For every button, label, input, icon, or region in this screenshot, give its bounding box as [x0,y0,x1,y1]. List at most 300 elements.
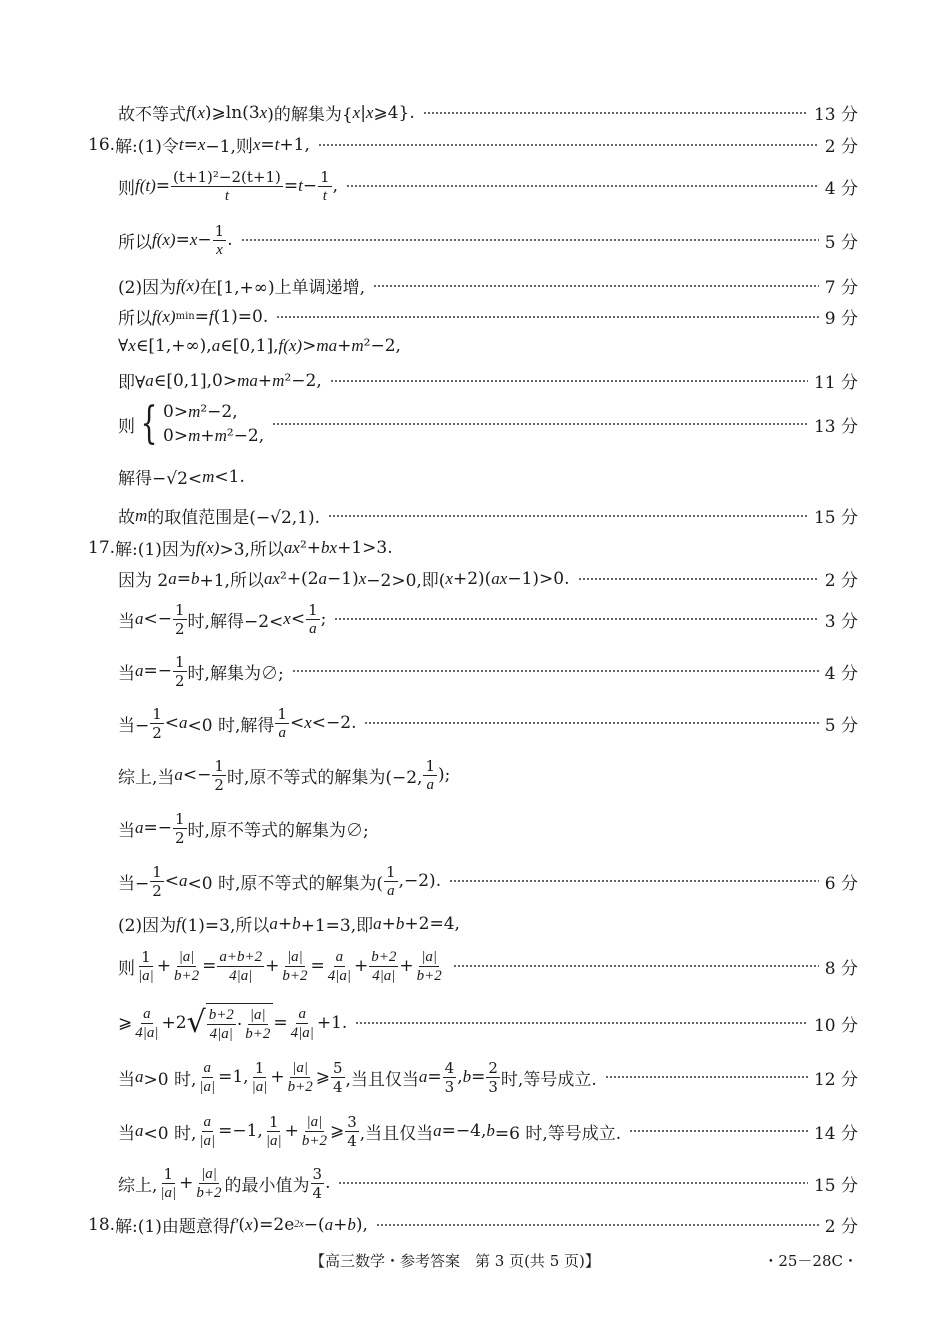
numerator: 1 [175,652,185,671]
text: − [302,176,318,196]
math: a [135,609,144,628]
numerator: 3 [312,1164,323,1183]
denominator: b+2 [196,1184,222,1201]
math: m [214,426,227,445]
text: ⩾ [315,1067,330,1087]
score: 10 分 [813,1015,858,1036]
text: ⩾ [118,1013,133,1033]
denominator: 4|a| [229,967,253,984]
text: 因为 2 [118,571,169,591]
dot-leader [355,1022,808,1024]
line-case-a-lt [118,598,858,640]
denominator: b+2 [282,967,308,984]
text: + [333,1214,348,1235]
score: 4 分 [824,663,858,684]
math: a [318,568,328,588]
fraction [173,810,187,847]
text: 时,等号成立. [500,1069,597,1090]
numerator: 1 [152,704,162,723]
text: (2)因为 [118,278,177,298]
dot-leader [364,722,818,724]
text: =1, [218,1067,249,1087]
line-content [118,566,570,591]
math: f(x) [278,336,303,355]
line-inequality-system [118,398,858,450]
fraction [280,948,309,985]
text: · [236,1014,243,1035]
fraction [331,1059,345,1096]
text: 所以 [118,232,152,253]
dot-leader [338,1182,807,1184]
denominator: |a| [199,1078,216,1095]
math: x [128,336,136,355]
denominator: b+2 [174,967,200,984]
line-forall-x [118,336,858,356]
line-min-value-conclusion [118,1162,858,1204]
line-content [118,100,415,125]
fraction [423,757,437,794]
text: <1. [214,466,245,487]
text: ²−2, [200,402,238,422]
numerator: 1 [254,1058,265,1077]
score: 8 分 [824,958,858,979]
dot-leader [373,285,819,287]
text: )=2e [252,1214,295,1235]
score: 11 分 [813,373,858,393]
math: x [445,568,453,588]
dot-leader [449,880,819,882]
line-content [118,1003,347,1043]
fraction [171,168,283,205]
score: 5 分 [824,715,858,736]
dot-leader [276,316,819,318]
text: <0 时,原不等式的解集为( [187,873,384,894]
text: 当 [118,1123,135,1144]
text: 所以 [118,309,152,329]
math: a [324,1214,334,1234]
text: + [179,1173,194,1193]
dot-leader [346,185,819,187]
denominator: 2 [175,619,185,638]
dot-leader [423,112,808,114]
fraction [150,705,164,742]
text: =− [143,661,172,681]
text: ,当且仅当 [345,1069,419,1090]
text: ), [355,1214,368,1235]
text: ²−2, [363,336,401,356]
denominator: 4 [312,1183,323,1202]
text: ; [320,609,327,629]
line-content [118,810,369,847]
math: a [145,370,154,390]
text: 解得−√2< [118,469,203,489]
line-am-gm [118,1000,858,1046]
line-m-range [118,503,858,528]
denominator: 3 [444,1077,455,1096]
fraction [173,601,187,638]
math: a [135,1067,144,1086]
math: a [179,871,188,890]
line-content [88,535,393,560]
text: )的解集为{ [267,105,353,125]
numerator: a [298,1005,306,1022]
dot-leader [241,239,819,241]
fraction [197,1059,217,1096]
math: m [188,426,201,445]
text: 0> [163,402,189,422]
denominator: 2 [152,723,162,742]
fraction [250,1059,270,1096]
text: . [325,1173,331,1193]
denominator: b+2 [416,967,442,984]
score: 6 分 [824,873,858,894]
math: x [358,568,367,588]
line-case-a-between [118,702,858,744]
text: − [197,230,212,250]
text: . [227,230,233,250]
text: = [427,1067,442,1087]
math: b [486,1121,495,1140]
line-monotonic [118,273,858,298]
text: + [399,956,414,976]
numerator: |a| [421,948,438,965]
numerator: 1 [268,1112,279,1131]
line-content [118,863,441,900]
denominator: a [387,882,395,899]
text: )⩾ln(3 [204,102,260,123]
numerator: 1 [386,862,396,881]
text: 解:(1)因为 [115,540,196,560]
score: 15 分 [813,1175,858,1196]
text: + [156,956,171,976]
math: x [197,102,205,122]
fraction [486,1059,500,1096]
math: ma [237,370,258,390]
text: >0 时, [143,1069,197,1090]
text: ²+ [299,537,322,558]
text: , [332,176,339,196]
problem-number: 18. [88,1214,116,1235]
math: f [186,102,191,122]
text: 当− [118,873,150,894]
math: t [274,134,280,154]
text: 时,原不等式的解集为∅; [187,820,369,841]
fraction [275,705,289,742]
line-13pts-solution-set [118,100,858,125]
line-content [118,336,401,356]
numerator: 1 [425,756,435,775]
denominator: t [322,187,327,204]
score: 14 分 [813,1123,858,1144]
dot-leader [330,380,808,382]
text: ⩾4}. [373,102,415,123]
denominator: a [278,724,286,741]
numerator: 1 [308,600,318,619]
math: m [202,466,215,486]
numerator: 5 [332,1058,343,1077]
denominator: 2 [214,775,224,794]
text: ⩾ [329,1121,345,1141]
text: (1)=3,所以 [180,916,270,936]
line-forall-a [118,368,858,393]
brace-system [135,400,264,448]
numerator: |a| [287,948,303,965]
numerator: a [203,1113,211,1130]
left-brace-icon: { [140,398,158,449]
score: 2 分 [824,137,858,157]
math: f(x) [176,275,200,295]
text: −( [303,1214,325,1235]
math: b [395,913,405,933]
text: = [183,134,198,155]
numerator: a [335,948,344,965]
system-row-1 [163,400,264,424]
text: 则 [118,178,135,199]
line-summary-3 [118,860,858,902]
fraction [300,1113,329,1150]
math: a [418,1067,428,1086]
math: f(x) [152,306,176,326]
math: b [292,913,301,933]
line-content [118,222,233,259]
score: 15 分 [813,508,858,528]
fraction [133,1005,160,1042]
text: = [471,1067,486,1087]
text: + [354,956,369,976]
superscript: 2x [294,1219,304,1230]
math: ax [283,537,300,557]
text: > [302,336,317,356]
numerator: (t+1)²−2(t+1) [173,167,281,186]
text: + [284,1121,299,1141]
text: >3,所以 [219,540,284,560]
text: =− [143,818,172,838]
fraction [150,863,164,900]
score: 2 分 [824,571,858,591]
math: a [135,818,144,837]
line-content [118,273,365,298]
score: 5 分 [824,232,858,253]
text: | [360,102,366,123]
math: t [178,134,184,154]
text: < [290,609,306,629]
text: = [202,956,217,976]
denominator: |a| [199,1132,216,1149]
numerator: 1 [214,221,225,240]
fraction [306,601,320,638]
numerator: 1 [175,600,185,619]
math: x [197,134,206,154]
text: +2)( [452,568,492,589]
fraction [194,1165,223,1202]
line-summary-2 [118,807,858,849]
dot-leader [328,515,808,517]
math: x [352,102,361,122]
fraction [345,1113,359,1150]
math: b [190,568,200,588]
math: a [135,1121,144,1140]
line-part2-start [118,911,858,936]
fraction [172,948,201,985]
text: = [260,134,275,155]
math: ma [316,336,338,355]
line-content [118,368,322,393]
numerator: b+2 [208,1007,234,1023]
denominator: b+2 [287,1078,313,1095]
text: 综上, [118,1175,158,1196]
footer-code: ・25－28C・ [763,1252,858,1270]
text: 0> [163,426,189,446]
text: −1,则 [205,137,253,157]
denominator: a [426,776,434,793]
text: + [200,426,215,446]
footer-title: 【高三数学・参考答案 第 3 页(共 5 页)】 [310,1252,600,1270]
fraction [136,948,156,985]
fraction [243,1006,272,1043]
text: < [164,713,180,733]
math: b [462,1067,472,1086]
text: 解:(1)令 [115,137,179,157]
denominator: 2 [175,828,185,847]
math: a [211,336,221,355]
numerator: a [203,1059,211,1076]
problem-number: 16. [88,134,116,155]
math: f′ [229,1214,239,1234]
line-content [118,948,445,985]
math: x [244,1214,253,1234]
math: m [135,505,148,525]
line-content [88,1212,368,1237]
math: f [208,306,214,326]
text: +2 [161,1013,187,1033]
math: a [174,765,183,784]
fraction [415,948,444,985]
text: + [257,370,273,391]
text: 当 [118,1069,135,1090]
denominator: 4|a| [372,967,396,984]
dot-leader [578,578,819,580]
dot-leader [453,965,819,967]
line-content [118,705,356,742]
score: 9 分 [824,309,858,329]
math: x [259,102,268,122]
score: 13 分 [813,105,858,125]
text: + [381,913,396,934]
line-case-a-negative [118,1110,858,1152]
numerator: 1 [320,167,330,186]
text: 则 [118,958,135,979]
denominator: 4 [347,1131,357,1150]
line-min-value [118,304,858,329]
denominator: 4|a| [290,1024,314,1041]
score: 12 分 [813,1069,858,1090]
problem-number: 17. [88,537,116,558]
text: ²−2, [284,370,322,391]
math: a [433,1121,442,1140]
line-content [118,503,320,528]
score: 3 分 [824,611,858,632]
dot-leader [292,670,819,672]
math: x [304,713,312,732]
line-content [118,304,268,329]
text: 即∀ [118,373,146,393]
fraction [207,1006,236,1043]
text: 则 [118,416,135,437]
text: +2=4, [404,913,460,934]
line-case-a-eq [118,650,858,692]
line-content [118,1113,621,1150]
text: +1,所以 [199,571,264,591]
math: a [179,713,188,732]
text: ( [190,102,198,123]
math: bx [321,537,338,557]
numerator: 1 [163,1164,174,1183]
text: (2)因为 [118,916,177,936]
text: +1>3. [337,537,393,558]
numerator: |a| [201,1165,217,1182]
fraction [197,1113,217,1150]
math: a [373,913,382,933]
line-content [118,464,245,489]
score: 7 分 [824,278,858,298]
math: ax [491,568,508,588]
line-expression-expand [118,945,858,987]
problem-18-heading [88,1212,858,1237]
text: ∀ [118,336,129,356]
text: ( [238,1214,245,1235]
text: 当− [118,715,150,736]
line-content [118,168,338,205]
text: 故 [118,508,135,528]
line-content [118,601,326,638]
denominator: |a| [160,1184,177,1201]
fraction [326,948,353,985]
text: ,−2). [398,871,442,891]
math: f [176,913,181,933]
math: m [188,402,201,421]
dot-leader [318,144,819,146]
text: ²−2, [226,426,265,446]
text: −2>0,即( [366,571,446,591]
fraction [264,1113,284,1150]
text: 综上,当 [118,767,175,788]
score: 13 分 [813,416,858,437]
radical-sign-icon: √ [186,1005,206,1040]
text: ∈[0,1],0> [153,370,238,391]
line-factor [118,566,858,591]
text: + [270,1067,285,1087]
fraction [318,168,332,205]
score: 2 分 [824,1217,858,1237]
denominator: t [224,187,230,204]
numerator: 1 [277,704,287,723]
line-case-a-positive [118,1056,858,1098]
line-content [118,757,450,794]
math: m [272,370,285,390]
numerator: |a| [306,1113,323,1130]
dot-leader [334,618,818,620]
numerator: |a| [178,948,195,965]
text: +1, [279,134,310,155]
text: 的取值范围是(−√2,1). [147,508,321,528]
numerator: 2 [488,1058,498,1077]
text: 解:(1)由题意得 [115,1217,230,1237]
fraction [369,948,398,985]
text: <−2. [311,713,357,733]
fraction [158,1165,178,1202]
math: f(t) [135,176,156,195]
text: ²+(2 [280,568,319,589]
